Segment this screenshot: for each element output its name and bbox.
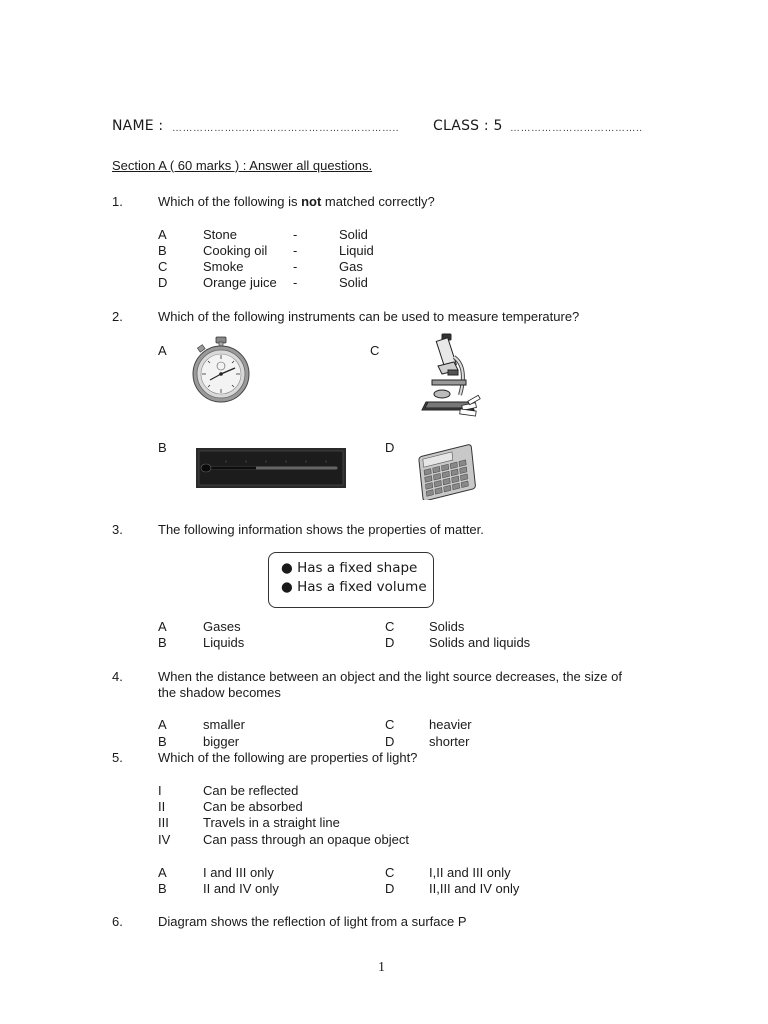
q4-option-c-letter: C [385,717,395,732]
calculator-image [416,444,484,500]
q2-number: 2. [112,309,123,324]
q2-text: Which of the following instruments can be used to measure temperature? [158,309,580,324]
q3-option-b-letter: B [158,635,167,650]
name-label: NAME : [112,118,164,134]
q1-option-letter: D [158,275,168,290]
q5-statement-text: Can be absorbed [203,799,303,814]
q4-option-a-text: smaller [203,717,245,732]
q5-statement-roman: IV [158,832,171,847]
q4-option-c-text: heavier [429,717,472,732]
q1-option-item: Cooking oil [203,243,268,258]
q2-option-b-letter: B [158,440,167,455]
q4-option-d-letter: D [385,734,395,749]
q1-option-state: Liquid [339,243,374,258]
q1-option-dash: - [293,275,298,290]
q5-text: Which of the following are properties of light? [158,750,418,765]
q4-text-line1: When the distance between an object and the light source decreases, the size of [158,669,622,684]
q5-statement-roman: II [158,799,166,814]
q3-option-d-text: Solids and liquids [429,635,531,650]
q1-option-letter: C [158,259,168,274]
q5-option-a-text: I and III only [203,865,274,880]
q4-option-b-letter: B [158,734,167,749]
thermometer-image [196,448,346,488]
q4-option-b-text: bigger [203,734,240,749]
q5-option-b-text: II and IV only [203,881,279,896]
q5-option-a-letter: A [158,865,167,880]
q1-option-state: Solid [339,275,368,290]
q1-option-dash: - [293,227,298,242]
q5-option-d-letter: D [385,881,395,896]
q2-option-a-letter: A [158,343,167,358]
q1-option-item: Orange juice [203,275,277,290]
q3-option-d-letter: D [385,635,395,650]
q5-option-c-letter: C [385,865,395,880]
q5-option-b-letter: B [158,881,167,896]
q6-number: 6. [112,914,123,929]
q5-option-d-text: II,III and IV only [429,881,520,896]
q6-text: Diagram shows the reflection of light from a surface P [158,914,467,929]
q5-statement-roman: I [158,783,162,798]
q1-number: 1. [112,194,123,209]
section-title: Section A ( 60 marks ) : Answer all questions. [112,158,373,173]
q2-option-d-letter: D [385,440,395,455]
q2-option-c-letter: C [370,343,380,358]
page-number: 1 [378,960,385,975]
q1-option-state: Gas [339,259,363,274]
properties-box [268,552,434,608]
q1-option-letter: A [158,227,167,242]
property-item: ● Has a fixed shape [281,560,418,576]
q3-option-a-letter: A [158,619,167,634]
microscope-image [418,332,488,422]
q3-option-c-letter: C [385,619,395,634]
class-blank: ……………………………….. [510,123,643,134]
q3-text: The following information shows the properties of matter. [158,522,484,537]
q5-statement-roman: III [158,815,169,830]
class-label: CLASS : 5 [433,118,503,134]
q1-option-item: Smoke [203,259,244,274]
q1-option-state: Solid [339,227,368,242]
stopwatch-image [190,336,252,406]
q4-option-a-letter: A [158,717,167,732]
q3-option-c-text: Solids [429,619,465,634]
q5-statement-text: Can pass through an opaque object [203,832,409,847]
q4-number: 4. [112,669,123,684]
q4-text-line2: the shadow becomes [158,685,281,700]
q5-number: 5. [112,750,123,765]
q3-option-a-text: Gases [203,619,241,634]
q1-option-dash: - [293,243,298,258]
q4-option-d-text: shorter [429,734,470,749]
q1-text: Which of the following is not matched correctly? [158,194,435,209]
q5-option-c-text: I,II and III only [429,865,511,880]
q3-option-b-text: Liquids [203,635,245,650]
q1-option-dash: - [293,259,298,274]
q1-option-item: Stone [203,227,237,242]
q5-statement-text: Can be reflected [203,783,299,798]
name-blank: ……………………………………………………….. [172,123,400,134]
q3-number: 3. [112,522,123,537]
q5-statement-text: Travels in a straight line [203,815,340,830]
q1-option-letter: B [158,243,167,258]
property-item: ● Has a fixed volume [281,579,427,595]
